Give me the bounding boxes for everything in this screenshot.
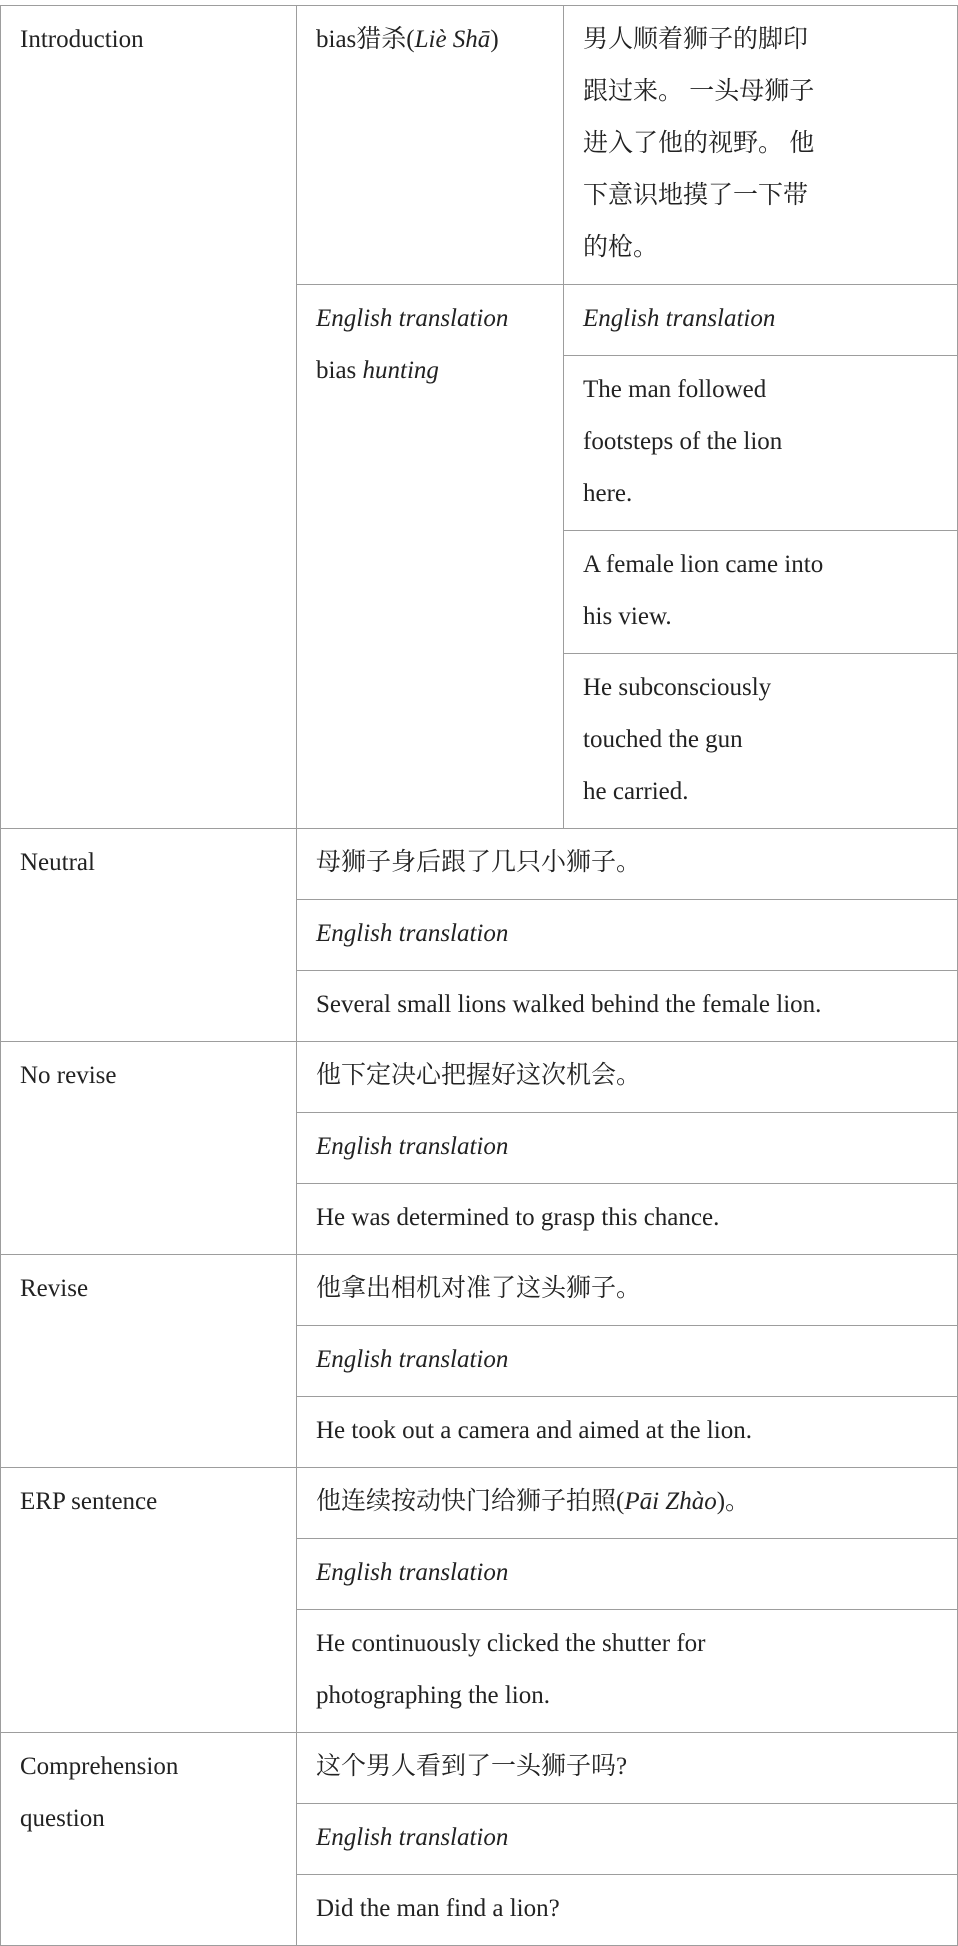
chinese-suffix: )。 [716, 1488, 751, 1515]
target-word-cell [297, 6, 564, 285]
pinyin: Pāi Zhào [624, 1488, 717, 1515]
text-line: he carried. [583, 778, 689, 805]
table-row [1, 1042, 958, 1113]
context-line: 下意识地摸了一下带 [583, 182, 809, 209]
text-line: A female lion came into [583, 551, 824, 578]
text-line: touched the gun [583, 726, 743, 753]
context-chinese-cell [564, 6, 958, 285]
chinese-sentence: 他下定决心把握好这次机会。 [316, 1062, 642, 1089]
translation-label: English translation [316, 1824, 509, 1851]
translation-word: hunting [362, 357, 439, 384]
row-label-revise [1, 1255, 297, 1468]
context-translation-label-cell [564, 285, 958, 356]
context-line: 跟过来。 一头母狮子 [583, 78, 815, 105]
context-line: 的枪。 [583, 234, 659, 261]
stimulus-table [0, 5, 958, 1946]
context-sentence-2 [564, 531, 958, 654]
english-sentence: Several small lions walked behind the female lion. [316, 991, 822, 1018]
translation-label: English translation [316, 305, 509, 332]
text-line: here. [583, 480, 633, 507]
text-line: his view. [583, 603, 672, 630]
table-row [1, 1733, 958, 1804]
text-line: He subconsciously [583, 674, 772, 701]
row-label-erp [1, 1468, 297, 1733]
condition-label: Revise [20, 1275, 89, 1302]
condition-label: No revise [20, 1062, 117, 1089]
translation-label: English translation [316, 920, 509, 947]
target-word: bias猎杀( [316, 26, 415, 53]
context-line: 进入了他的视野。 他 [583, 130, 815, 157]
english-sentence-cell [297, 1397, 958, 1468]
condition-label: Neutral [20, 849, 95, 876]
table-row [1, 1468, 958, 1539]
target-translation-cell [297, 285, 564, 829]
table-row [1, 829, 958, 900]
english-sentence-cell [297, 1875, 958, 1946]
translation-label-cell [297, 1539, 958, 1610]
target-pinyin: Liè Shā [414, 26, 491, 53]
english-sentence: Did the man find a lion? [316, 1895, 560, 1922]
chinese-sentence-cell [297, 1733, 958, 1804]
english-sentence-cell [297, 971, 958, 1042]
context-sentence-1 [564, 356, 958, 531]
translation-label-cell [297, 1113, 958, 1184]
translation-label-cell [297, 900, 958, 971]
row-label-no-revise [1, 1042, 297, 1255]
text-line: The man followed [583, 376, 767, 403]
condition-label: Comprehension [20, 1753, 179, 1780]
row-label-introduction [1, 6, 297, 829]
translation-label: English translation [583, 305, 776, 332]
table-row [1, 6, 958, 285]
english-sentence-cell [297, 1184, 958, 1255]
target-suffix: ) [490, 26, 499, 53]
chinese-sentence-cell [297, 1468, 958, 1539]
table-row [1, 1255, 958, 1326]
condition-label: question [20, 1805, 105, 1832]
english-sentence-cell [297, 1610, 958, 1733]
translation-prefix: bias [316, 357, 363, 384]
chinese-sentence: 他拿出相机对准了这头狮子。 [316, 1275, 642, 1302]
chinese-sentence-cell [297, 829, 958, 900]
english-sentence: He continuously clicked the shutter for [316, 1630, 706, 1657]
chinese-sentence-cell [297, 1255, 958, 1326]
translation-label-cell [297, 1804, 958, 1875]
translation-label: English translation [316, 1346, 509, 1373]
translation-label-cell [297, 1326, 958, 1397]
condition-label: Introduction [20, 26, 144, 53]
condition-label: ERP sentence [20, 1488, 158, 1515]
row-label-comprehension [1, 1733, 297, 1946]
english-sentence: He took out a camera and aimed at the lion. [316, 1417, 752, 1444]
chinese-sentence-cell [297, 1042, 958, 1113]
context-sentence-3 [564, 654, 958, 829]
chinese-sentence: 他连续按动快门给狮子拍照( [316, 1488, 625, 1515]
english-sentence: He was determined to grasp this chance. [316, 1204, 720, 1231]
context-line: 男人顺着狮子的脚印 [583, 26, 809, 53]
chinese-sentence: 这个男人看到了一头狮子吗? [316, 1753, 628, 1780]
row-label-neutral [1, 829, 297, 1042]
chinese-sentence: 母狮子身后跟了几只小狮子。 [316, 849, 642, 876]
english-sentence: photographing the lion. [316, 1682, 550, 1709]
translation-label: English translation [316, 1133, 509, 1160]
text-line: footsteps of the lion [583, 428, 783, 455]
translation-label: English translation [316, 1559, 509, 1586]
